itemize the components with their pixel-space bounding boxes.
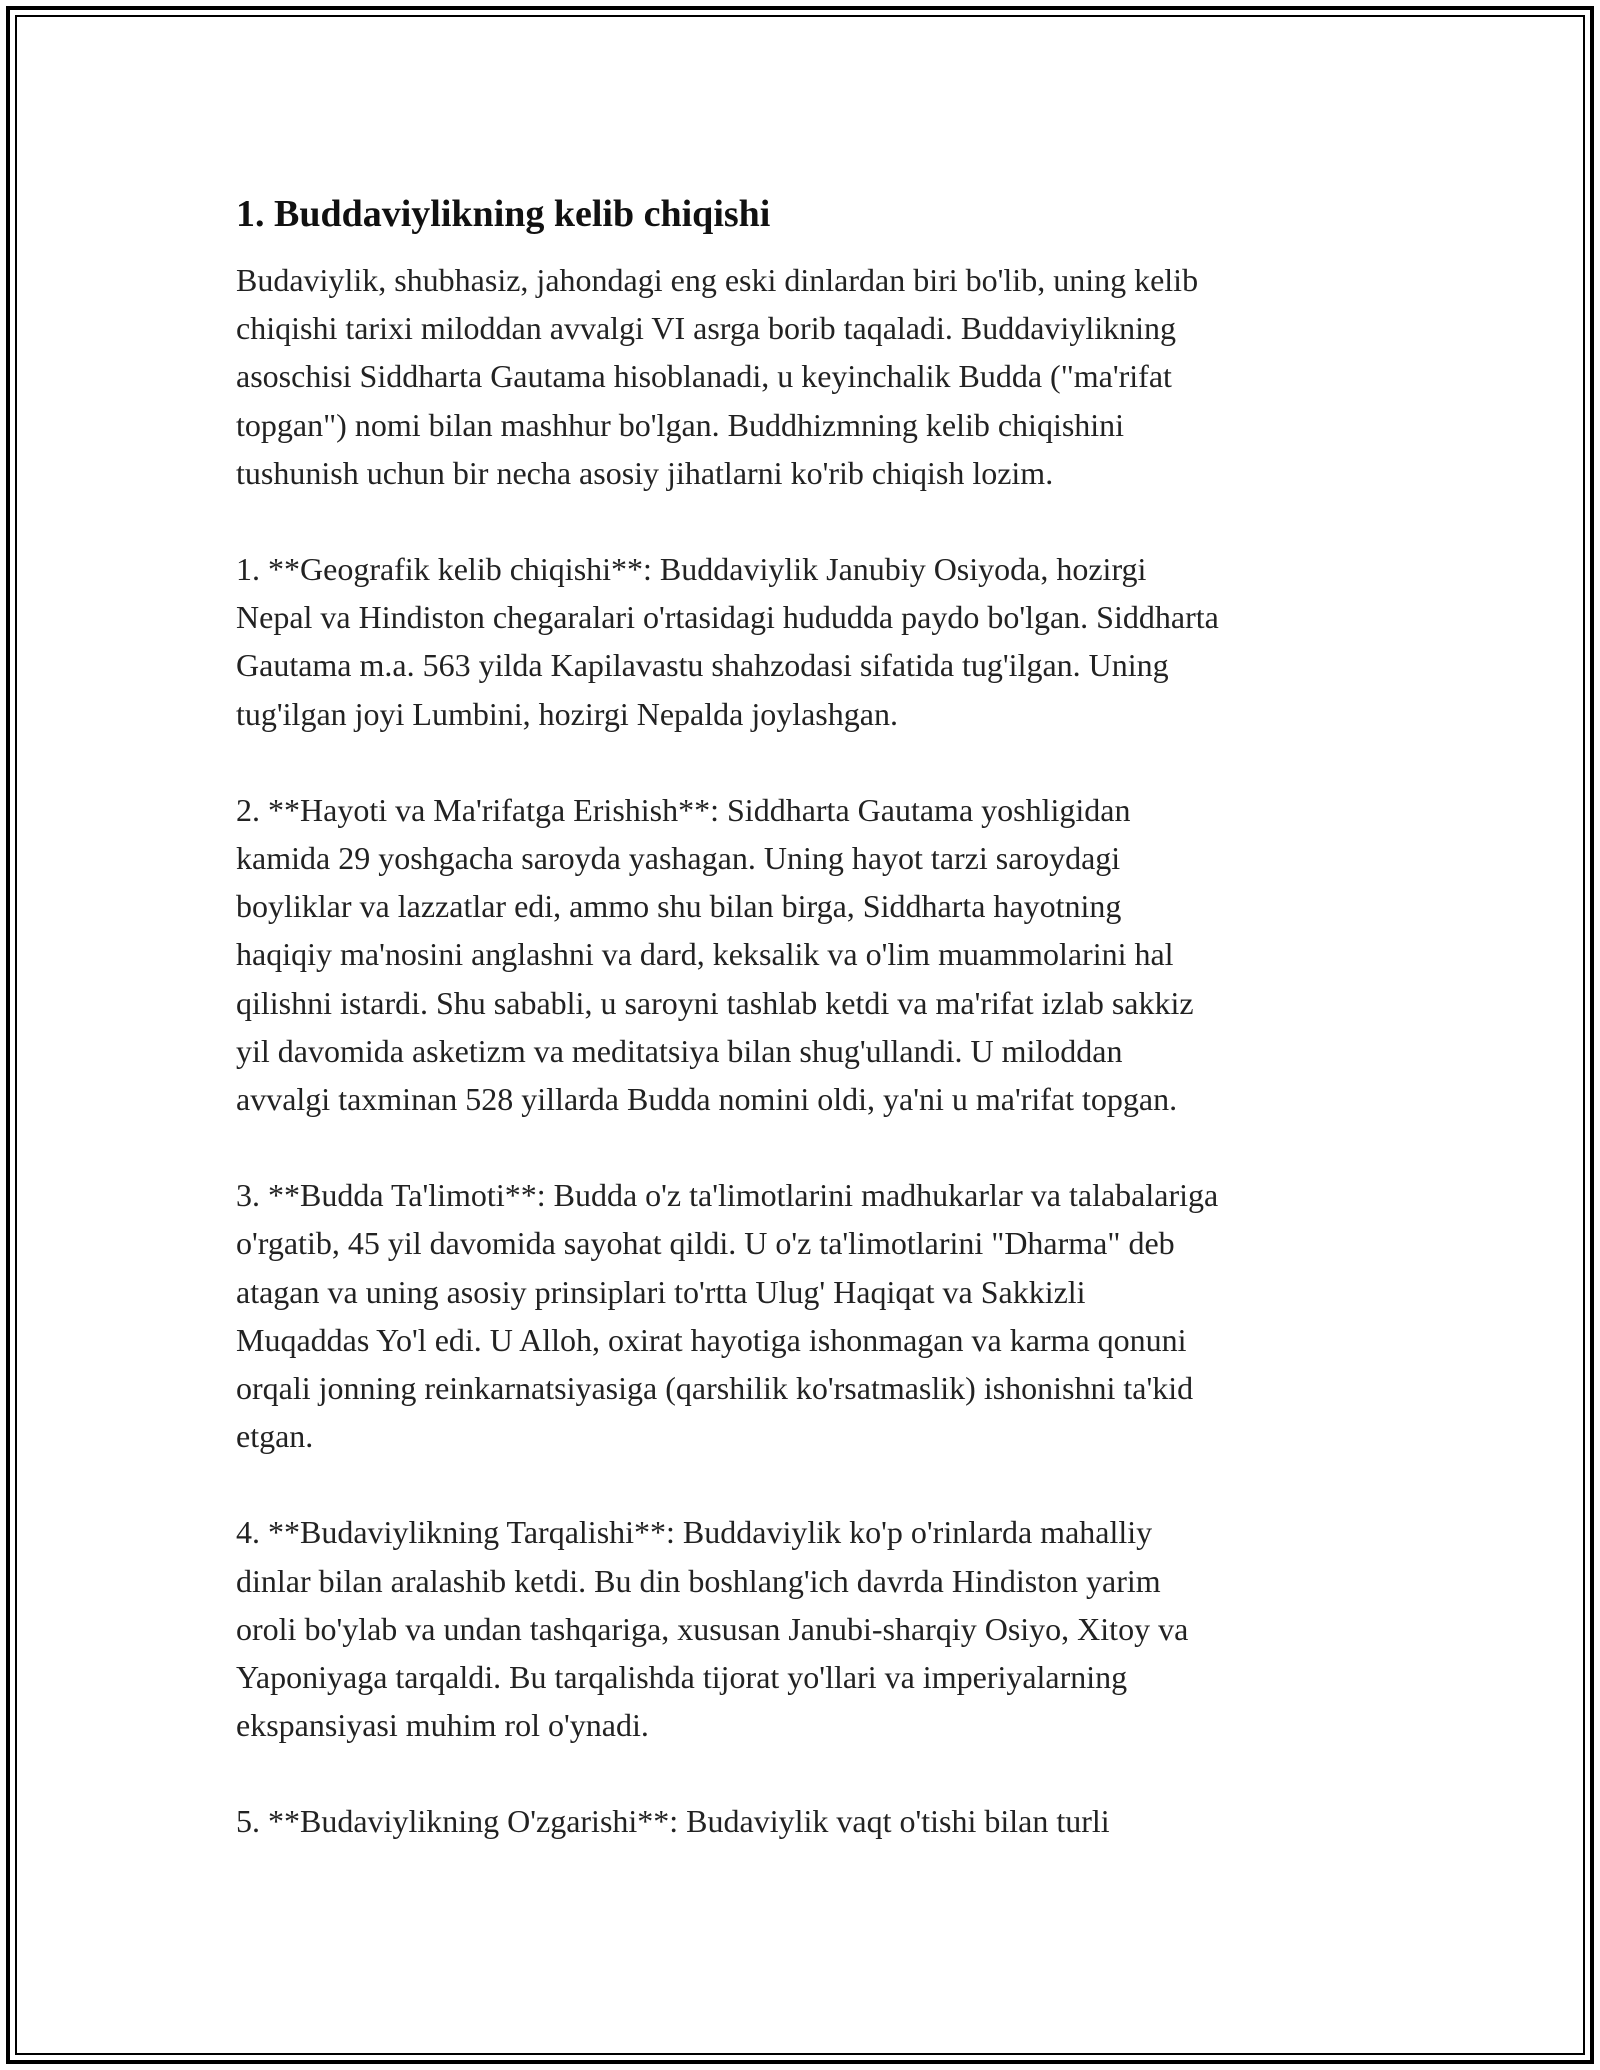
document-body [236,188,1396,1894]
intro-paragraph: Budaviylik, shubhasiz, jahondagi eng eski dinlardan biri bo'lib, uning kelib chiqishi tarixi miloddan avvalgi VI asrga borib taqaladi. Buddaviylikning asoschisi Siddharta Gautama hisoblanadi, u keyinchalik Budda ("ma'rifat topgan") nomi bilan mashhur bo'lgan. Buddhizmning kelib chiqishini tushunish uchun bir necha asosiy jihatlarni ko'rib chiqish lozim. [236,262,1199,491]
paragraph-geographic-origin: 1. **Geografik kelib chiqishi**: Buddaviylik Janubiy Osiyoda, hozirgi Nepal va Hindiston chegaralari o'rtasidagi hududda paydo bo'lgan. Siddharta Gautama m.a. 563 yilda Kapilavastu shahzodasi sifatida tug'ilgan. Uning tug'ilgan joyi Lumbini, hozirgi Nepalda joylashgan. [236,551,1219,732]
document-title: 1. Buddaviylikning kelib chiqishi [236,193,771,235]
paragraph-spread: 4. **Budaviylikning Tarqalishi**: Buddaviylik ko'p o'rinlarda mahalliy dinlar bilan aralashib ketdi. Bu din boshlang'ich davrda Hindiston yarim oroli bo'ylab va undan tashqariga, xususan Janubi-sharqiy Osiyo, Xitoy va Yaponiyaga tarqaldi. Bu tarqalishda tijorat yo'llari va imperiyalarning ekspansiyasi muhim rol o'ynadi. [236,1514,1189,1744]
paragraph-buddha-teaching: 3. **Budda Ta'limoti**: Budda o'z ta'limotlarini madhukarlar va talabalariga o'rgatib, 45 yil davomida sayohat qildi. U o'z ta'limotlarini "Dharma" deb atagan va uning asosiy prinsiplari to'rtta Ulug' Haqiqat va Sakkizli Muqaddas Yo'l edi. U Alloh, oxirat hayotiga ishonmagan va karma qonuni orqali jonning reinkarnatsiyasiga (qarshilik ko'rsatmaslik) ishonishni ta'kid etgan. [236,1177,1219,1455]
paragraph-life-enlightenment: 2. **Hayoti va Ma'rifatga Erishish**: Siddharta Gautama yoshligidan kamida 29 yoshgacha saroyda yashagan. Uning hayot tarzi saroydagi boyliklar va lazzatlar edi, ammo shu bilan birga, Siddharta hayotning haqiqiy ma'nosini anglashni va dard, keksalik va o'lim muammolarini hal qilishni istardi. Shu sababli, u saroyni tashlab ketdi va ma'rifat izlab sakkiz yil davomida asketizm va meditatsiya bilan shug'ullandi. U miloddan avvalgi taxminan 528 yillarda Budda nomini oldi, ya'ni u ma'rifat topgan. [236,791,1194,1118]
paragraph-changes: 5. **Budaviylikning O'zgarishi**: Budaviylik vaqt o'tishi bilan turli [236,1803,1110,1840]
